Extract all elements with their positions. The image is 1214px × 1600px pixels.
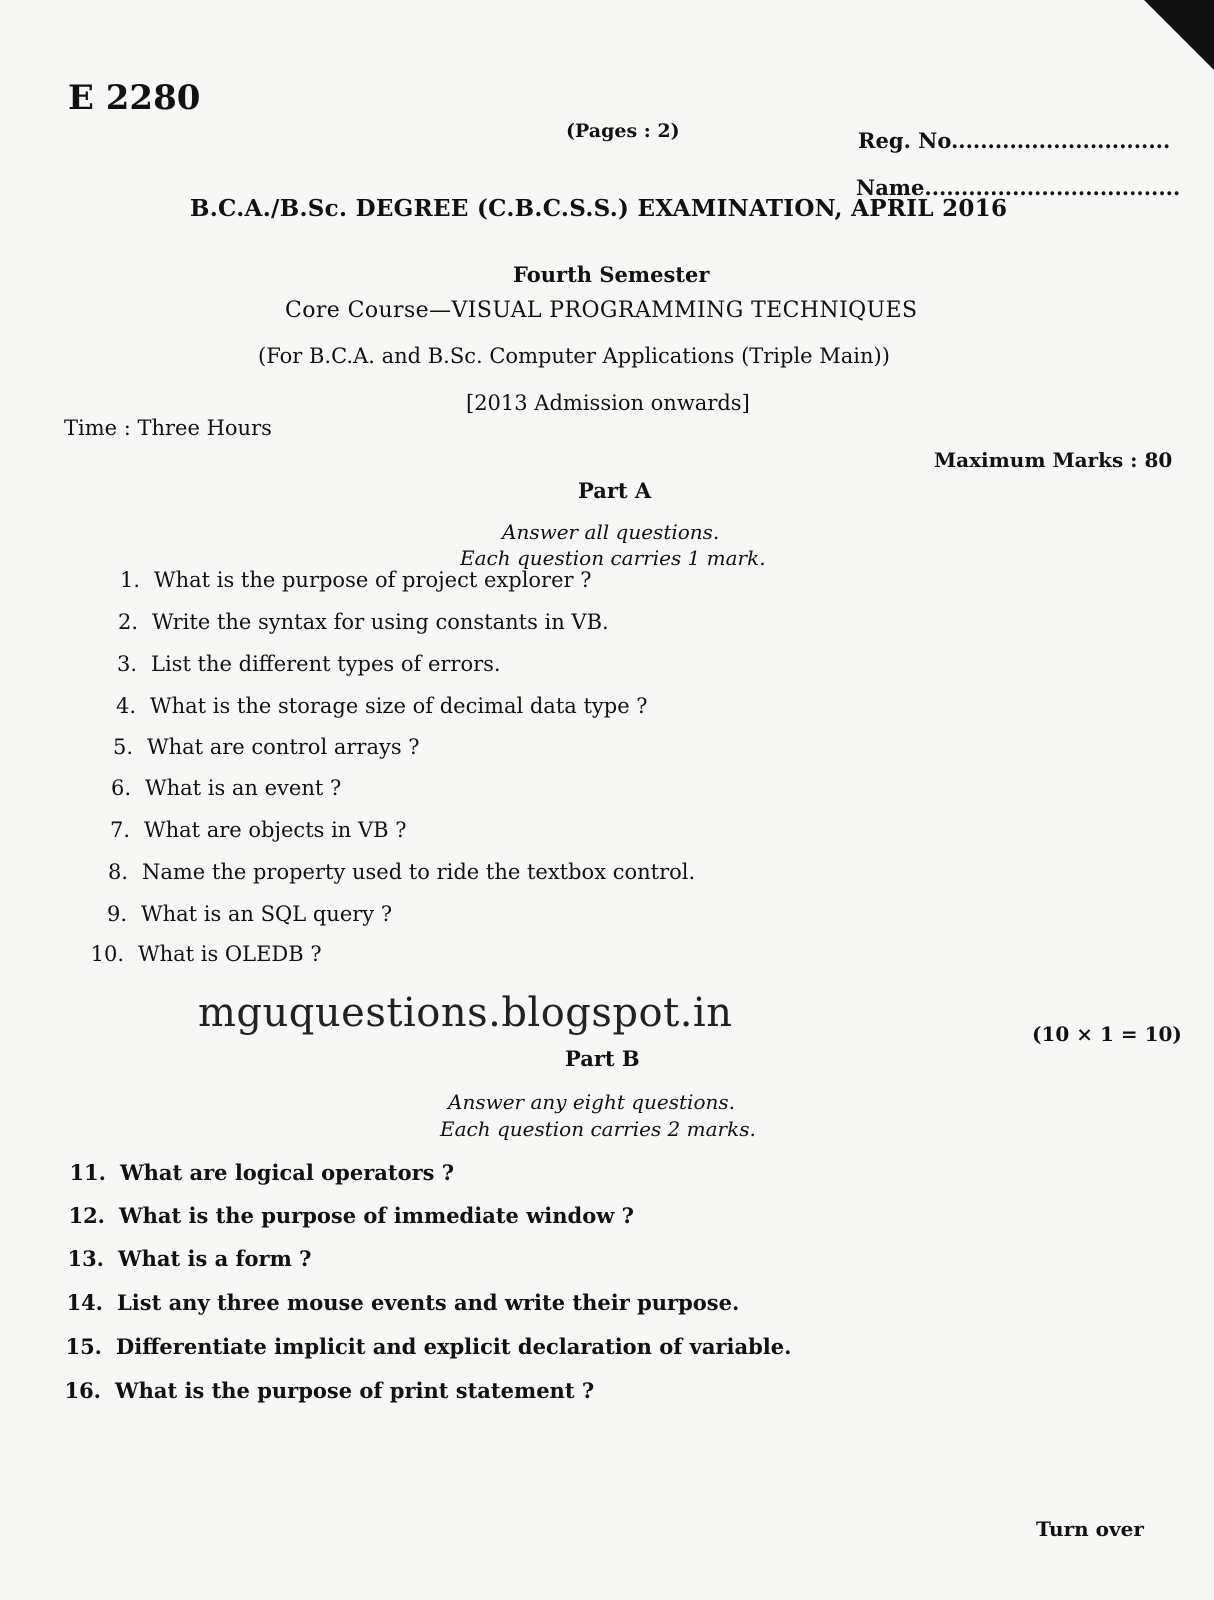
semester: Fourth Semester xyxy=(513,262,710,287)
question-10 xyxy=(62,942,322,966)
course-title: Core Course—VISUAL PROGRAMMING TECHNIQUES xyxy=(285,298,918,323)
watermark-url: mguquestions.blogspot.in xyxy=(198,990,733,1036)
question-text: What is the storage size of decimal data type ? xyxy=(150,694,648,718)
part-a-total-marks: (10 × 1 = 10) xyxy=(1032,1022,1182,1046)
question-text: What are logical operators ? xyxy=(120,1160,455,1185)
question-text: List any three mouse events and write their purpose. xyxy=(117,1290,740,1315)
question-text: What is the purpose of print statement ? xyxy=(115,1378,595,1403)
part-b-heading: Part B xyxy=(565,1046,640,1071)
part-a-instruction: Answer all questions. xyxy=(502,520,720,544)
question-number: 13. xyxy=(67,1246,104,1271)
question-text: What is an SQL query ? xyxy=(141,902,393,926)
question-number: 5. xyxy=(112,735,133,759)
turn-over-note: Turn over xyxy=(1036,1517,1144,1541)
question-16 xyxy=(51,1378,594,1403)
question-text: What is the purpose of project explorer ? xyxy=(154,568,592,592)
question-number: 14. xyxy=(66,1290,103,1315)
question-9 xyxy=(83,902,392,926)
question-number: 10. xyxy=(90,942,124,966)
page-count: (Pages : 2) xyxy=(566,120,680,142)
exam-time: Time : Three Hours xyxy=(64,416,272,440)
part-b-instruction: Answer any eight questions. xyxy=(448,1090,735,1114)
question-text: What is the purpose of immediate window ? xyxy=(119,1203,634,1228)
reg-no-field: Reg. No.............................. xyxy=(858,128,1171,153)
question-13 xyxy=(54,1246,311,1271)
part-b-marks-instruction: Each question carries 2 marks. xyxy=(440,1117,756,1141)
question-7 xyxy=(86,818,407,842)
exam-title: B.C.A./B.Sc. DEGREE (C.B.C.S.S.) EXAMINATION, APRIL 2016 xyxy=(190,195,1008,222)
question-14 xyxy=(53,1290,739,1315)
question-number: 16. xyxy=(64,1378,101,1403)
page-corner-shadow xyxy=(1144,0,1214,70)
question-number: 12. xyxy=(68,1203,105,1228)
name-field: Name................................... xyxy=(856,175,1181,200)
question-12 xyxy=(55,1203,634,1228)
question-4 xyxy=(92,694,648,718)
question-6 xyxy=(87,776,341,800)
question-number: 11. xyxy=(69,1160,106,1185)
question-text: Differentiate implicit and explicit declaration of variable. xyxy=(116,1334,792,1359)
question-1 xyxy=(96,568,592,592)
admission-note: [2013 Admission onwards] xyxy=(466,391,750,415)
question-number: 6. xyxy=(110,776,131,800)
question-text: List the different types of errors. xyxy=(151,652,501,676)
program-note: (For B.C.A. and B.Sc. Computer Applications (Triple Main)) xyxy=(258,344,890,368)
question-11 xyxy=(56,1160,454,1185)
question-number: 3. xyxy=(116,652,137,676)
question-number: 8. xyxy=(107,860,128,884)
question-8 xyxy=(84,860,695,884)
question-text: What is OLEDB ? xyxy=(138,942,322,966)
question-number: 1. xyxy=(119,568,140,592)
question-text: What are objects in VB ? xyxy=(144,818,407,842)
maximum-marks: Maximum Marks : 80 xyxy=(934,448,1173,472)
question-number: 2. xyxy=(117,610,138,634)
question-2 xyxy=(94,610,609,634)
question-3 xyxy=(93,652,501,676)
question-text: Write the syntax for using constants in VB. xyxy=(152,610,609,634)
part-a-heading: Part A xyxy=(578,478,652,503)
question-text: What is an event ? xyxy=(145,776,342,800)
part-a-marks-instruction: Each question carries 1 mark. xyxy=(460,546,766,570)
question-text: Name the property used to ride the textbox control. xyxy=(142,860,696,884)
question-15 xyxy=(52,1334,791,1359)
paper-code: E 2280 xyxy=(68,78,201,118)
question-number: 4. xyxy=(115,694,136,718)
question-5 xyxy=(89,735,420,759)
question-text: What are control arrays ? xyxy=(147,735,420,759)
question-text: What is a form ? xyxy=(118,1246,312,1271)
question-number: 15. xyxy=(65,1334,102,1359)
question-number: 7. xyxy=(109,818,130,842)
question-number: 9. xyxy=(106,902,127,926)
